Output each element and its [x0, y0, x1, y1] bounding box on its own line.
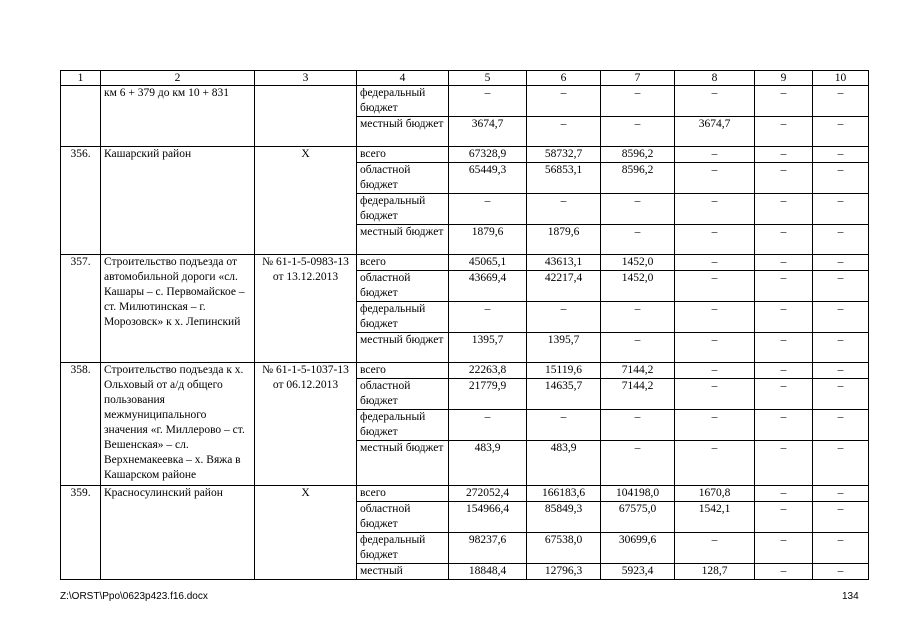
row-number-cell: 359. [61, 486, 101, 580]
amount-cell: – [813, 117, 869, 147]
amount-cell: – [755, 533, 813, 564]
amount-cell: – [755, 163, 813, 194]
amount-cell: 7144,2 [601, 379, 675, 410]
amount-cell: 67328,9 [449, 147, 527, 163]
funding-source-cell: федеральный бюджет [357, 302, 449, 333]
row-number-cell: 358. [61, 363, 101, 486]
table-row [61, 486, 869, 502]
object-name-cell: Красносулинский район [101, 486, 255, 580]
amount-cell: – [813, 302, 869, 333]
amount-cell: 30699,6 [601, 533, 675, 564]
funding-source-cell: всего [357, 255, 449, 271]
amount-cell: – [675, 363, 755, 379]
amount-cell: – [755, 379, 813, 410]
amount-cell: – [813, 163, 869, 194]
amount-cell: – [601, 333, 675, 363]
header-cell: 9 [755, 71, 813, 86]
amount-cell: – [675, 86, 755, 117]
amount-cell: – [813, 363, 869, 379]
object-name-cell: Строительство подъезда к х. Ольховый от а/д общего пользования межмуниципального значения «г. Миллерово – ст. Вешенская» – сл. Верхнемакеевка – х. Вяжа в Кашарском районе [101, 363, 255, 486]
amount-cell: 65449,3 [449, 163, 527, 194]
table-row [61, 86, 869, 117]
amount-cell: – [601, 194, 675, 225]
amount-cell: 1879,6 [527, 225, 601, 255]
amount-cell: – [755, 194, 813, 225]
document-cell: № 61-1-5-0983-13 от 13.12.2013 [255, 255, 357, 363]
funding-source-cell: местный бюджет [357, 333, 449, 363]
amount-cell: 8596,2 [601, 147, 675, 163]
amount-cell: 1395,7 [449, 333, 527, 363]
amount-cell: – [813, 502, 869, 533]
amount-cell: 154966,4 [449, 502, 527, 533]
funding-source-cell: всего [357, 363, 449, 379]
amount-cell: 5923,4 [601, 564, 675, 580]
amount-cell: 58732,7 [527, 147, 601, 163]
document-cell: № 61-1-5-1037-13 от 06.12.2013 [255, 363, 357, 486]
object-name-cell: Кашарский район [101, 147, 255, 255]
amount-cell: – [675, 410, 755, 441]
amount-cell: – [755, 86, 813, 117]
amount-cell: – [813, 410, 869, 441]
budget-table [60, 70, 869, 580]
amount-cell: – [527, 86, 601, 117]
amount-cell: – [813, 486, 869, 502]
amount-cell: – [675, 302, 755, 333]
table-row [61, 363, 869, 379]
header-cell: 7 [601, 71, 675, 86]
amount-cell: – [813, 271, 869, 302]
funding-source-cell: федеральный бюджет [357, 410, 449, 441]
document-cell: Х [255, 147, 357, 255]
header-cell: 5 [449, 71, 527, 86]
header-cell: 6 [527, 71, 601, 86]
header-cell: 2 [101, 71, 255, 86]
amount-cell: – [813, 147, 869, 163]
amount-cell: – [813, 194, 869, 225]
funding-source-cell: всего [357, 147, 449, 163]
amount-cell: 1452,0 [601, 271, 675, 302]
amount-cell: – [813, 86, 869, 117]
amount-cell: – [449, 410, 527, 441]
funding-source-cell: всего [357, 486, 449, 502]
funding-source-cell: местный [357, 564, 449, 580]
amount-cell: 1542,1 [675, 502, 755, 533]
amount-cell: 43669,4 [449, 271, 527, 302]
file-path: Z:\ORST\Ppo\0623p423.f16.docx [60, 591, 208, 602]
amount-cell: – [527, 194, 601, 225]
amount-cell: – [527, 410, 601, 441]
table-body [61, 71, 869, 580]
amount-cell: 166183,6 [527, 486, 601, 502]
amount-cell: – [755, 117, 813, 147]
amount-cell: 1452,0 [601, 255, 675, 271]
amount-cell: 42217,4 [527, 271, 601, 302]
amount-cell: 98237,6 [449, 533, 527, 564]
amount-cell: 18848,4 [449, 564, 527, 580]
amount-cell: – [813, 564, 869, 580]
table-row [61, 255, 869, 271]
amount-cell: 45065,1 [449, 255, 527, 271]
header-cell: 8 [675, 71, 755, 86]
object-name-cell: км 6 + 379 до км 10 + 831 [101, 86, 255, 147]
document-cell: Х [255, 486, 357, 580]
amount-cell: 67575,0 [601, 502, 675, 533]
amount-cell: – [449, 194, 527, 225]
amount-cell: – [675, 333, 755, 363]
amount-cell: – [813, 333, 869, 363]
amount-cell: 1670,8 [675, 486, 755, 502]
amount-cell: 14635,7 [527, 379, 601, 410]
amount-cell: – [755, 410, 813, 441]
amount-cell: – [755, 502, 813, 533]
amount-cell: – [601, 86, 675, 117]
funding-source-cell: федеральный бюджет [357, 86, 449, 117]
amount-cell: 1395,7 [527, 333, 601, 363]
amount-cell: 43613,1 [527, 255, 601, 271]
amount-cell: – [527, 117, 601, 147]
amount-cell: – [755, 441, 813, 486]
amount-cell: 21779,9 [449, 379, 527, 410]
amount-cell: 272052,4 [449, 486, 527, 502]
amount-cell: – [601, 410, 675, 441]
amount-cell: – [675, 163, 755, 194]
amount-cell: 3674,7 [449, 117, 527, 147]
amount-cell: – [675, 533, 755, 564]
funding-source-cell: областной бюджет [357, 379, 449, 410]
amount-cell: 483,9 [527, 441, 601, 486]
amount-cell: 1879,6 [449, 225, 527, 255]
amount-cell: – [675, 255, 755, 271]
amount-cell: – [449, 86, 527, 117]
funding-source-cell: областной бюджет [357, 271, 449, 302]
amount-cell: – [675, 194, 755, 225]
amount-cell: 15119,6 [527, 363, 601, 379]
amount-cell: 104198,0 [601, 486, 675, 502]
amount-cell: – [675, 271, 755, 302]
funding-source-cell: федеральный бюджет [357, 194, 449, 225]
amount-cell: – [601, 117, 675, 147]
funding-source-cell: областной бюджет [357, 502, 449, 533]
amount-cell: 22263,8 [449, 363, 527, 379]
amount-cell: – [813, 533, 869, 564]
funding-source-cell: местный бюджет [357, 441, 449, 486]
amount-cell: – [527, 302, 601, 333]
amount-cell: – [601, 441, 675, 486]
table-row [61, 147, 869, 163]
amount-cell: 128,7 [675, 564, 755, 580]
amount-cell: – [449, 302, 527, 333]
amount-cell: 3674,7 [675, 117, 755, 147]
amount-cell: – [755, 255, 813, 271]
amount-cell: – [813, 441, 869, 486]
amount-cell: – [755, 302, 813, 333]
row-number-cell [61, 86, 101, 147]
amount-cell: – [675, 441, 755, 486]
amount-cell: 12796,3 [527, 564, 601, 580]
amount-cell: 67538,0 [527, 533, 601, 564]
header-row [61, 71, 869, 86]
amount-cell: – [813, 379, 869, 410]
amount-cell: – [755, 333, 813, 363]
funding-source-cell: местный бюджет [357, 225, 449, 255]
header-cell: 3 [255, 71, 357, 86]
amount-cell: 85849,3 [527, 502, 601, 533]
row-number-cell: 357. [61, 255, 101, 363]
amount-cell: – [675, 147, 755, 163]
amount-cell: – [601, 302, 675, 333]
amount-cell: – [755, 147, 813, 163]
amount-cell: – [675, 379, 755, 410]
amount-cell: – [755, 564, 813, 580]
amount-cell: 8596,2 [601, 163, 675, 194]
funding-source-cell: местный бюджет [357, 117, 449, 147]
amount-cell: – [813, 225, 869, 255]
funding-source-cell: областной бюджет [357, 163, 449, 194]
amount-cell: – [755, 271, 813, 302]
amount-cell: – [755, 486, 813, 502]
funding-source-cell: федеральный бюджет [357, 533, 449, 564]
header-cell: 10 [813, 71, 869, 86]
amount-cell: – [601, 225, 675, 255]
document-cell [255, 86, 357, 147]
amount-cell: – [675, 225, 755, 255]
amount-cell: – [813, 255, 869, 271]
amount-cell: 56853,1 [527, 163, 601, 194]
header-cell: 4 [357, 71, 449, 86]
amount-cell: 483,9 [449, 441, 527, 486]
header-cell: 1 [61, 71, 101, 86]
amount-cell: 7144,2 [601, 363, 675, 379]
amount-cell: – [755, 363, 813, 379]
object-name-cell: Строительство подъезда от автомобильной дороги «сл. Кашары – с. Первомайское – ст. Милютинская – г. Морозовск» к х. Лепинский [101, 255, 255, 363]
page-number: 134 [842, 591, 859, 602]
row-number-cell: 356. [61, 147, 101, 255]
amount-cell: – [755, 225, 813, 255]
